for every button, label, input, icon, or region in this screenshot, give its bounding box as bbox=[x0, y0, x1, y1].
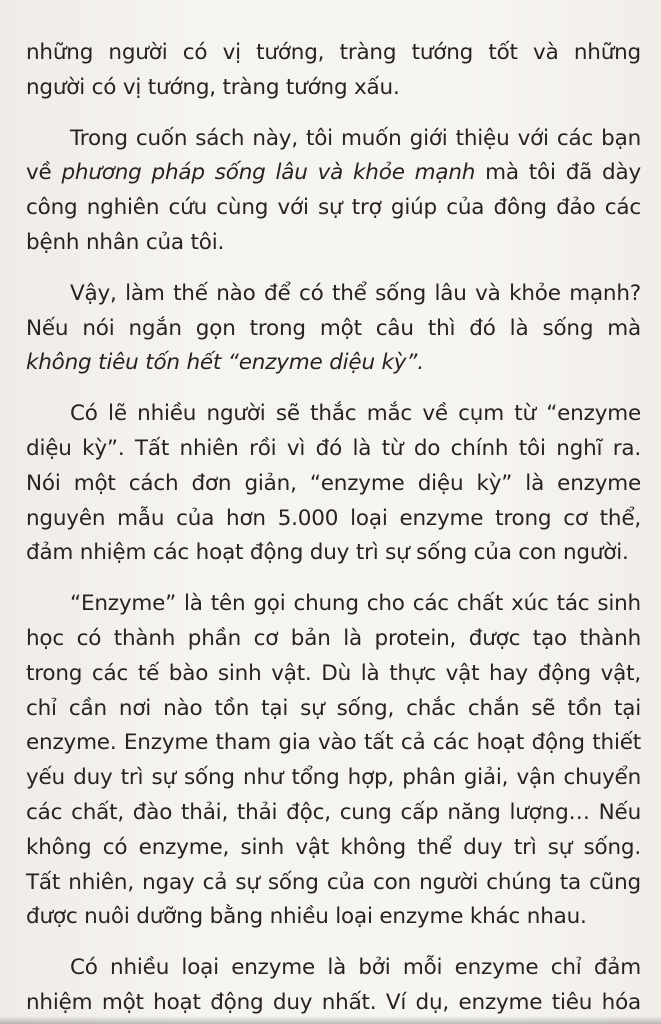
italic-line: không tiêu tốn hết “enzyme diệu kỳ”. bbox=[26, 350, 424, 376]
text-line: trong các tế bào sinh vật. Dù là thực vật hay động vật, bbox=[26, 660, 641, 686]
text-line: diệu kỳ”. Tất nhiên rồi vì đó là từ do chính tôi nghĩ ra. bbox=[26, 435, 641, 461]
text-line: yếu duy trì sự sống như tổng hợp, phân giải, vận chuyển bbox=[26, 765, 641, 791]
text-line: các chất, đào thải, thải độc, cung cấp năng lượng… Nếu bbox=[26, 799, 641, 825]
text-line: chỉ cần nơi nào tồn tại sự sống, chắc chắn sẽ tồn tại bbox=[26, 695, 641, 721]
text-line: “Enzyme” là tên gọi chung cho các chất xúc tác sinh bbox=[70, 591, 641, 617]
text-line: nhiệm một hoạt động duy nhất. Ví dụ, enzyme tiêu hóa bbox=[26, 989, 641, 1015]
text-line: những người có vị tướng, tràng tướng tốt và những bbox=[26, 40, 641, 65]
paragraph bbox=[26, 36, 641, 106]
text-line: đảm nhiệm các hoạt động duy trì sự sống của con người. bbox=[26, 540, 629, 566]
text-line bbox=[26, 156, 641, 191]
text-line: không có enzyme, sinh vật không thể duy trì sự sống. bbox=[26, 834, 641, 860]
page-edge-shadow bbox=[0, 1016, 661, 1024]
text-line: Trong cuốn sách này, tôi muốn giới thiệu với các bạn bbox=[70, 125, 641, 151]
body-text bbox=[26, 36, 641, 1021]
text-line: Nói một cách đơn giản, “enzyme diệu kỳ” là enzyme bbox=[26, 470, 641, 496]
text-line: người có vị tướng, tràng tướng xấu. bbox=[26, 74, 400, 100]
text-line: học có thành phần cơ bản là protein, được tạo thành bbox=[26, 625, 641, 651]
text-run: về bbox=[26, 160, 62, 186]
text-line: bệnh nhân của tôi. bbox=[26, 229, 225, 255]
text-line: công nghiên cứu cùng với sự trợ giúp của đông đảo các bbox=[26, 195, 641, 221]
text-line: enzyme. Enzyme tham gia vào tất cả các hoạt động thiết bbox=[26, 730, 641, 756]
paragraph bbox=[26, 397, 641, 571]
text-line: Có lẽ nhiều người sẽ thắc mắc về cụm từ “enzyme bbox=[70, 401, 641, 427]
paragraph bbox=[26, 277, 641, 381]
italic-phrase: phương pháp sống lâu và khỏe mạnh bbox=[61, 160, 476, 186]
paragraph bbox=[26, 587, 641, 935]
text-line: Vậy, làm thế nào để có thể sống lâu và khỏe mạnh? bbox=[70, 280, 641, 306]
text-line: Tất nhiên, ngay cả sự sống của con người chúng ta cũng bbox=[26, 869, 641, 895]
text-line: Có nhiều loại enzyme là bởi mỗi enzyme chỉ đảm bbox=[70, 955, 641, 981]
paragraph bbox=[26, 951, 641, 1021]
paragraph bbox=[26, 122, 641, 261]
text-line: nguyên mẫu của hơn 5.000 loại enzyme trong cơ thể, bbox=[26, 505, 641, 531]
text-run: mà tôi đã dày bbox=[475, 160, 641, 186]
text-line: Nếu nói ngắn gọn trong một câu thì đó là sống mà bbox=[26, 315, 641, 341]
text-line: được nuôi dưỡng bằng nhiều loại enzyme khác nhau. bbox=[26, 904, 587, 930]
